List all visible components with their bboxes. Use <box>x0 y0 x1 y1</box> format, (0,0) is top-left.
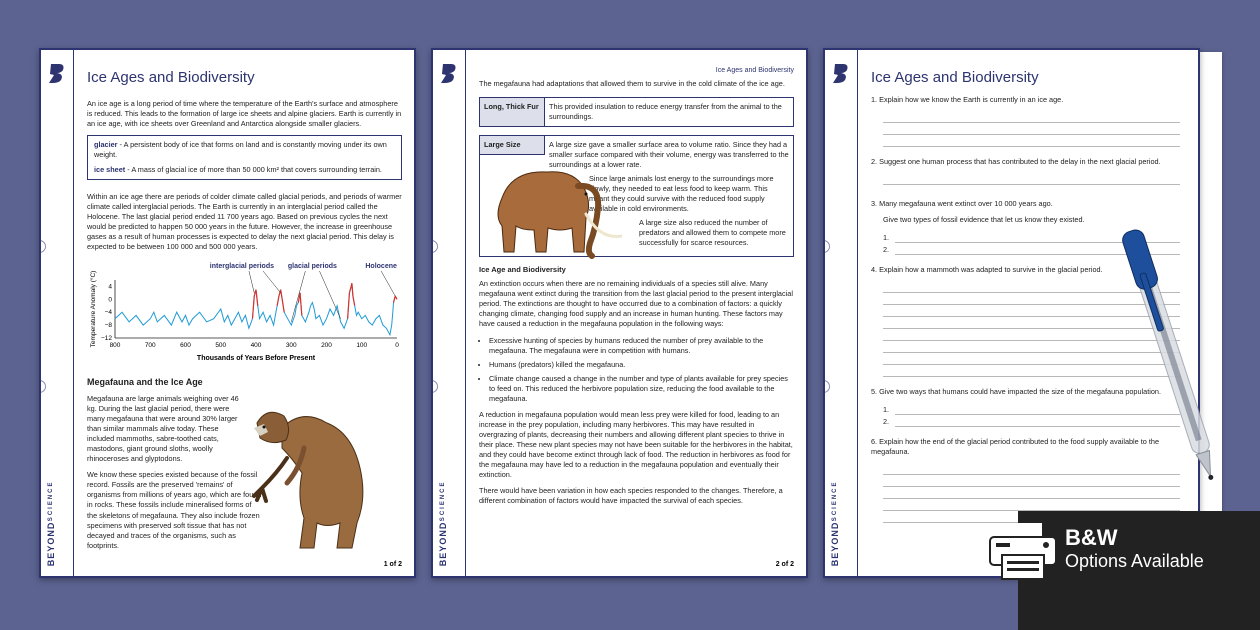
beyond-logo-icon <box>832 62 850 84</box>
brand-label: BEYONDSCIENCE <box>438 480 448 566</box>
extinction-paragraph: An extinction occurs when there are no remaining individuals of a species still alive. Many megafauna went extinct during the transition from the last glacial period to the present interglacial period. The extinctions are thought to have occurred due to a combination of factors: a quickly changing climate, changing food supply and an increase in human hunting. These factors may have caused a reduction in the megafauna population in the following ways: <box>479 279 793 329</box>
x-tick-label: 300 <box>285 342 297 350</box>
x-tick-label: 500 <box>215 342 227 350</box>
definition-text: - A persistent body of ice that forms on land and is constantly moving under its own weight. <box>94 139 387 159</box>
adaptation-label: Large Size <box>480 136 545 155</box>
giant-sloth-illustration <box>242 388 402 553</box>
answer-line[interactable] <box>883 499 1180 511</box>
interglacial-peak-segment <box>281 290 285 313</box>
interglacial-peak-segment <box>353 297 355 307</box>
answer-line[interactable] <box>883 173 1180 185</box>
population-paragraph: A reduction in megafauna population would mean less prey were killed for food, leading to an increase in the prey population, including many herbivores. This may have resulted in overgrazing of plants, decreasing their numbers and allowing different plant species to thrive in their place. These new plant species may not have been suitable for the herbivores in the habitat, and they could have become extinct through lack of food. The reduction in herbivores as food for the megafauna may have led to a reduction in the megafauna population and eventually their extinction. <box>479 409 793 480</box>
question-6: 6. Explain how the end of the glacial period contributed to the food supply available to the megafauna. <box>871 437 1160 457</box>
adaptation-fur <box>479 97 794 127</box>
interglacial-peak-segment <box>256 290 258 306</box>
page-spine <box>825 50 858 576</box>
question-1: 1. Explain how we know the Earth is currently in an ice age. <box>871 94 1064 104</box>
question-4: 4. Explain how a mammoth was adapted to survive in the glacial period. <box>871 264 1103 274</box>
answer-line[interactable] <box>883 111 1180 123</box>
worksheet-page-2 <box>431 48 808 578</box>
interglacial-peak-segment <box>348 293 350 319</box>
temperature-chart <box>87 258 405 368</box>
interglacial-peak-segment <box>252 297 254 320</box>
page-content <box>479 66 794 568</box>
y-axis-label: Temperature Anomaly (°C) <box>90 271 97 348</box>
answer-line[interactable] <box>883 135 1180 147</box>
woolly-mammoth-illustration <box>482 158 622 260</box>
list-item: • Climate change caused a change in the number and type of plants available for prey species to feed on. This reduced the herbivore population size, reducing the food available to the megafauna. <box>489 374 794 404</box>
sub-number: 2. <box>883 244 890 254</box>
y-tick-label: −8 <box>104 322 112 330</box>
adaptation-text: A large size gave a smaller surface area to volume ratio. Since they had a smaller surface compared with their volume, energy was transferred to the surroundings at a lower rate. <box>549 139 789 169</box>
pen-illustration <box>1120 225 1220 490</box>
banner-subtitle: Options Available <box>1065 551 1204 571</box>
page-title: Ice Ages and Biodiversity <box>871 69 1039 86</box>
y-tick-label: 4 <box>108 283 112 291</box>
term-ice-sheet: ice sheet <box>94 165 126 174</box>
interglacial-peak-segment <box>277 297 279 307</box>
adaptations-intro: The megafauna had adaptations that allowed them to survive in the cold climate of the ice age. <box>479 78 785 88</box>
adaptation-text: A large size also reduced the number of predators and allowed them to compete more successfully for scarce resources. <box>639 218 786 248</box>
list-item: • Excessive hunting of species by humans reduced the number of prey available to the megafauna. The megafauna were in competition with humans. <box>489 336 794 356</box>
x-tick-label: 0 <box>395 342 399 350</box>
factors-list <box>479 336 794 404</box>
annotation-pointer <box>249 271 254 293</box>
page-number: 2 of 2 <box>775 561 794 568</box>
running-header: Ice Ages and Biodiversity <box>715 67 794 74</box>
section-title: Megafauna and the Ice Age <box>87 377 203 388</box>
adaptation-label: Long, Thick Fur <box>480 98 545 126</box>
brand-label: BEYONDSCIENCE <box>46 480 56 566</box>
adaptation-text: This provided insulation to reduce energy transfer from the animal to the surroundings. <box>549 101 782 121</box>
annotation-pointer <box>263 271 281 293</box>
intro-paragraph: An ice age is a long period of time where the temperature of the Earth's surface and atmosphere is reduced. This leads to the formation of large ice sheets and alpine glaciers. Earth is currently in an ice age, with ice sheets over Greenland and Antarctica alongside smaller glaciers. <box>87 98 402 128</box>
question-2: 2. Suggest one human process that has contributed to the delay in the next glacial period. <box>871 156 1161 166</box>
variation-paragraph: There would have been variation in how each species responded to the changes. Therefore, a different combination of factors would have impacted the survival of each species. <box>479 486 783 506</box>
megafauna-paragraph: Megafauna are large animals weighing over 46 kg. During the last glacial period, there were many megafauna that were around 30% larger than similar mammals alive today. These included mammoths, sabre-toothed cats, mastodons, giant ground sloths, woolly rhinoceroses and glyptodons. <box>87 393 239 464</box>
chart-annotation: interglacial periods <box>209 263 274 271</box>
definition-text: - A mass of glacial ice of more than 50 000 km² that covers surrounding terrain. <box>125 165 382 174</box>
fossil-paragraph: We know these species existed because of the fossil record. Fossils are the preserved 'remains' of organisms from millions of years ago, which are found in rocks. These fossils include mineralised forms of the skeletons of megafauna. They also include frozen specimens with preserved soft tissue that has not decayed and traces of the organisms, such as footprints. <box>87 470 262 550</box>
adaptation-size <box>479 135 794 257</box>
interglacial-peak-segment <box>300 293 302 316</box>
annotation-pointer <box>291 271 305 322</box>
bw-options-banner <box>1018 511 1260 630</box>
x-tick-label: 700 <box>144 342 156 350</box>
page-title: Ice Ages and Biodiversity <box>87 69 255 86</box>
page-content <box>87 64 402 568</box>
term-glacier: glacier <box>94 139 118 149</box>
x-tick-label: 800 <box>109 342 121 350</box>
banner-title: B&W <box>1065 525 1118 550</box>
interglacial-peak-segment <box>393 297 395 303</box>
sub-number: 1. <box>883 405 890 414</box>
beyond-logo-icon <box>48 62 66 84</box>
x-tick-label: 100 <box>356 342 368 350</box>
annotation-pointer <box>381 271 395 296</box>
beyond-logo-icon <box>440 62 458 84</box>
interglacial-peak-segment <box>395 297 397 300</box>
brand-label: BEYONDSCIENCE <box>830 480 840 566</box>
chart-annotation: Holocene <box>365 263 397 271</box>
worksheet-page-1 <box>39 48 416 578</box>
printer-icon <box>988 521 1058 581</box>
x-axis-label: Thousands of Years Before Present <box>196 355 316 363</box>
glacial-periods-paragraph: Within an ice age there are periods of colder climate called glacial periods, and periods of warmer climate called interglacial periods. The Earth is currently in an interglacial period called the Holocene. The last glacial period ended 11 700 years ago. Based on previous cycles the next would be predicted to happen 50 000 years in the future. However, the increase in greenhouse gases as a result of human processes is expected to delay the next glacial period. This delay is expected to be between 100 000 and 500 000 years. <box>87 192 402 252</box>
question-5: 5. Give two ways that humans could have impacted the size of the megafauna population. <box>871 387 1162 396</box>
sub-number: 2. <box>883 417 890 426</box>
definitions-box <box>87 135 402 180</box>
x-tick-label: 200 <box>321 342 332 350</box>
chart-annotation: glacial periods <box>287 263 337 271</box>
y-tick-label: −12 <box>100 335 112 343</box>
answer-line[interactable] <box>883 123 1180 135</box>
page-number: 1 of 2 <box>383 561 402 568</box>
x-tick-label: 600 <box>180 342 191 350</box>
y-tick-label: 0 <box>108 296 112 304</box>
interglacial-peak-segment <box>349 287 351 293</box>
page-spine <box>41 50 74 576</box>
interglacial-peak-segment <box>352 284 353 297</box>
adaptation-text: Since large animals lost energy to the surroundings more slowly, they needed to eat less food to keep warm. This meant they could survive with the reduced food supply available in cold environments. <box>589 174 774 214</box>
question-3-prompt: Give two types of fossil evidence that let us know they existed. <box>883 214 1085 224</box>
page-spine <box>433 50 466 576</box>
x-tick-label: 400 <box>250 342 262 350</box>
y-tick-label: −4 <box>104 309 112 317</box>
sub-number: 1. <box>883 232 890 242</box>
question-3: 3. Many megafauna went extinct over 10 000 years ago. <box>871 198 1053 208</box>
list-item: • Humans (predators) killed the megafauna. <box>489 360 794 370</box>
section-title: Ice Age and Biodiversity <box>479 264 566 274</box>
annotation-pointer <box>319 271 340 319</box>
